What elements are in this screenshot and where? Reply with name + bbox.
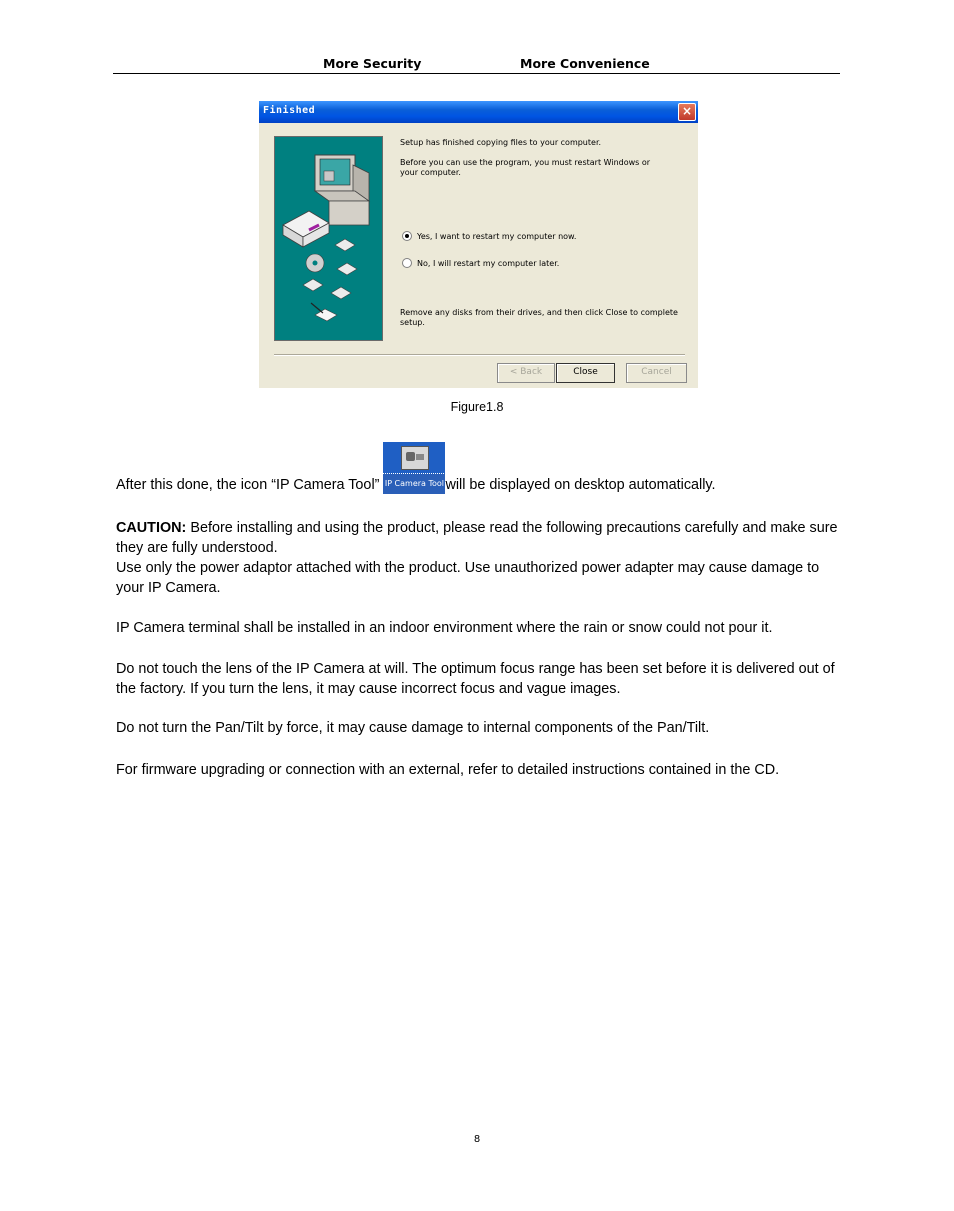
- pan-tilt-paragraph: Do not turn the Pan/Tilt by force, it may cause damage to internal components of the Pan/Tilt.: [116, 720, 710, 736]
- computer-disks-icon: [275, 137, 382, 340]
- ip-camera-tool-desktop-icon: [383, 442, 445, 487]
- firmware-paragraph: For firmware upgrading or connection with an external, refer to detailed instructions contained in the CD.: [116, 762, 780, 778]
- header-rule: [113, 73, 840, 74]
- power-adaptor-paragraph: Use only the power adaptor attached with the product. Use unauthorized power adapter may cause damage to your IP Camera.: [116, 560, 820, 596]
- camera-icon: [401, 446, 429, 470]
- dialog-titlebar[interactable]: [259, 101, 698, 123]
- radio-button-checked[interactable]: [402, 231, 412, 241]
- radio-button-unchecked[interactable]: [402, 258, 412, 268]
- desktop-icon-label: IP Camera Tool: [383, 474, 445, 494]
- back-button[interactable]: < Back: [497, 363, 555, 383]
- close-button[interactable]: Close: [556, 363, 615, 383]
- page-number: 8: [473, 1134, 481, 1145]
- dialog-message-copy: Setup has finished copying files to your computer.: [400, 138, 602, 147]
- caution-paragraph: [116, 518, 844, 558]
- radio-restart-later-label: No, I will restart my computer later.: [417, 258, 560, 268]
- close-icon[interactable]: ×: [678, 103, 696, 121]
- caution-label: CAUTION:: [116, 520, 187, 536]
- dialog-message-remove-disks: Remove any disks from their drives, and then click Close to complete setup.: [400, 308, 678, 327]
- icon-paragraph: [116, 475, 844, 495]
- icon-sentence-before: After this done, the icon “IP Camera Tool”: [116, 477, 384, 493]
- setup-illustration-panel: [274, 136, 383, 341]
- finished-dialog: [259, 101, 698, 388]
- radio-restart-now[interactable]: [402, 231, 576, 241]
- indoor-paragraph: IP Camera terminal shall be installed in an indoor environment where the rain or snow could not pour it.: [116, 620, 773, 636]
- header-left-text: More Security: [323, 56, 422, 71]
- figure-caption: Figure1.8: [450, 400, 504, 414]
- lens-paragraph: Do not touch the lens of the IP Camera at will. The optimum focus range has been set before it is delivered out of the factory. If you turn the lens, it may cause incorrect focus and vague images.: [116, 661, 835, 697]
- header-right-text: More Convenience: [520, 56, 650, 71]
- dialog-message-restart: Before you can use the program, you must restart Windows or your computer.: [400, 158, 651, 177]
- radio-restart-later[interactable]: [402, 258, 559, 268]
- dialog-title: Finished: [263, 105, 316, 116]
- cancel-button[interactable]: Cancel: [626, 363, 687, 383]
- caution-text: Before installing and using the product, please read the following precautions carefully and make sure they are fully understood.: [116, 520, 838, 556]
- radio-restart-now-label: Yes, I want to restart my computer now.: [417, 231, 577, 241]
- dialog-separator: [274, 354, 685, 356]
- icon-sentence-after: will be displayed on desktop automatically.: [445, 477, 716, 493]
